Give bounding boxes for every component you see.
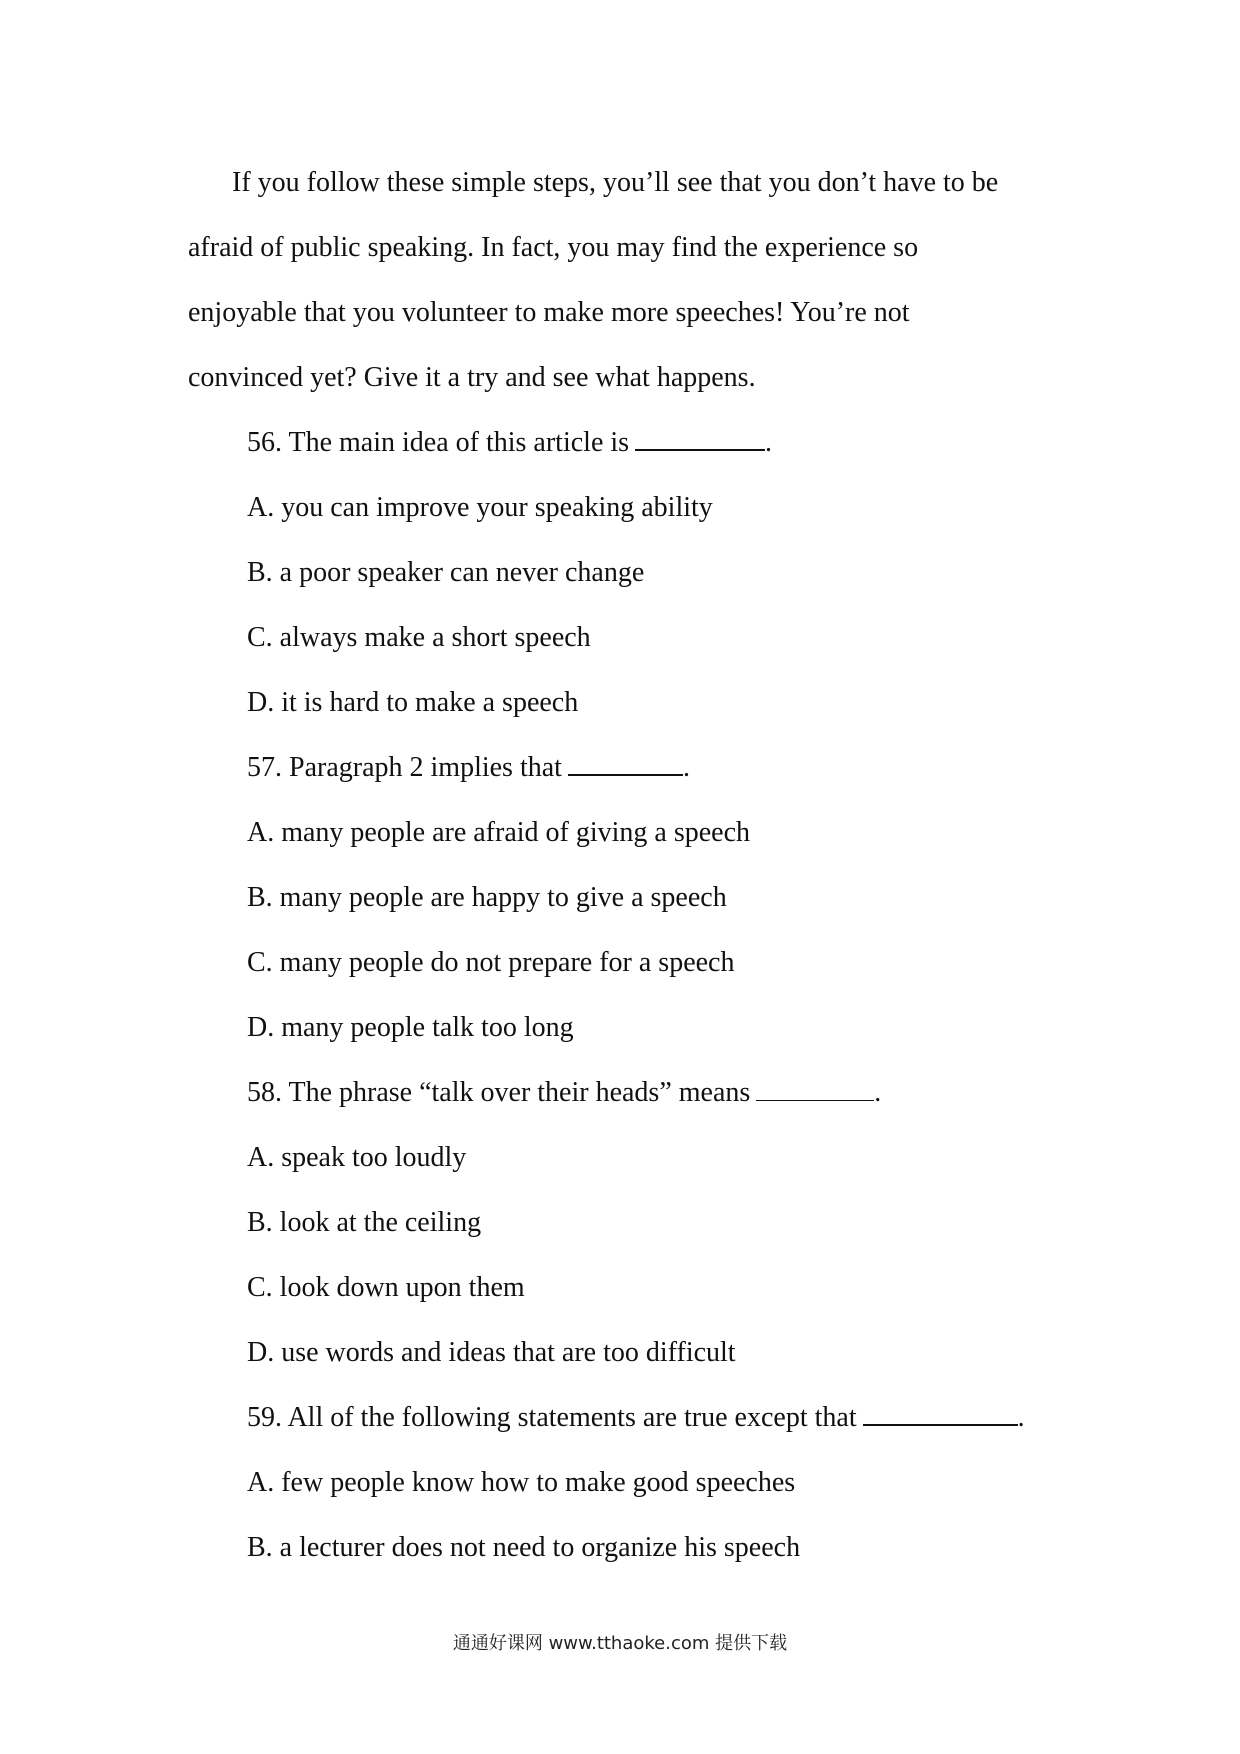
answer-option: B. many people are happy to give a speech bbox=[247, 882, 727, 913]
question-stem bbox=[247, 1401, 1025, 1435]
answer-option: A. few people know how to make good speeches bbox=[247, 1467, 796, 1498]
answer-option: D. many people talk too long bbox=[247, 1012, 574, 1043]
answer-option: C. always make a short speech bbox=[247, 622, 591, 653]
paragraph-line: enjoyable that you volunteer to make more speeches! You’re not bbox=[188, 297, 910, 328]
question-end: . bbox=[1017, 1402, 1025, 1433]
question-end: . bbox=[874, 1077, 882, 1108]
question-text: 56. The main idea of this article is bbox=[247, 427, 630, 458]
answer-option: B. a poor speaker can never change bbox=[247, 557, 645, 588]
question-stem bbox=[247, 751, 690, 785]
question-end: . bbox=[682, 752, 690, 783]
answer-option: B. a lecturer does not need to organize his speech bbox=[247, 1532, 801, 1563]
answer-option: A. speak too loudly bbox=[247, 1142, 467, 1173]
answer-blank bbox=[863, 1402, 1018, 1426]
answer-option: D. use words and ideas that are too difficult bbox=[247, 1337, 736, 1368]
question-stem bbox=[247, 1076, 881, 1110]
question-stem bbox=[247, 426, 772, 460]
paragraph-line: afraid of public speaking. In fact, you may find the experience so bbox=[188, 232, 919, 263]
answer-option: D. it is hard to make a speech bbox=[247, 687, 579, 718]
answer-blank bbox=[568, 752, 683, 776]
paragraph-line: If you follow these simple steps, you’ll see that you don’t have to be bbox=[232, 167, 999, 198]
question-text: 59. All of the following statements are true except that bbox=[247, 1402, 857, 1433]
answer-option: C. many people do not prepare for a speech bbox=[247, 947, 735, 978]
answer-option: A. many people are afraid of giving a speech bbox=[247, 817, 751, 848]
page-footer: 通通好课网 www.tthaoke.com 提供下载 bbox=[452, 1633, 788, 1654]
question-text: 58. The phrase “talk over their heads” means bbox=[247, 1077, 751, 1108]
question-end: . bbox=[765, 427, 773, 458]
answer-blank bbox=[635, 427, 765, 451]
question-text: 57. Paragraph 2 implies that bbox=[247, 752, 562, 783]
paragraph-line: convinced yet? Give it a try and see what happens. bbox=[188, 362, 756, 393]
answer-option: C. look down upon them bbox=[247, 1272, 525, 1303]
answer-option: A. you can improve your speaking ability bbox=[247, 492, 713, 523]
answer-blank bbox=[756, 1078, 874, 1101]
answer-option: B. look at the ceiling bbox=[247, 1207, 482, 1238]
